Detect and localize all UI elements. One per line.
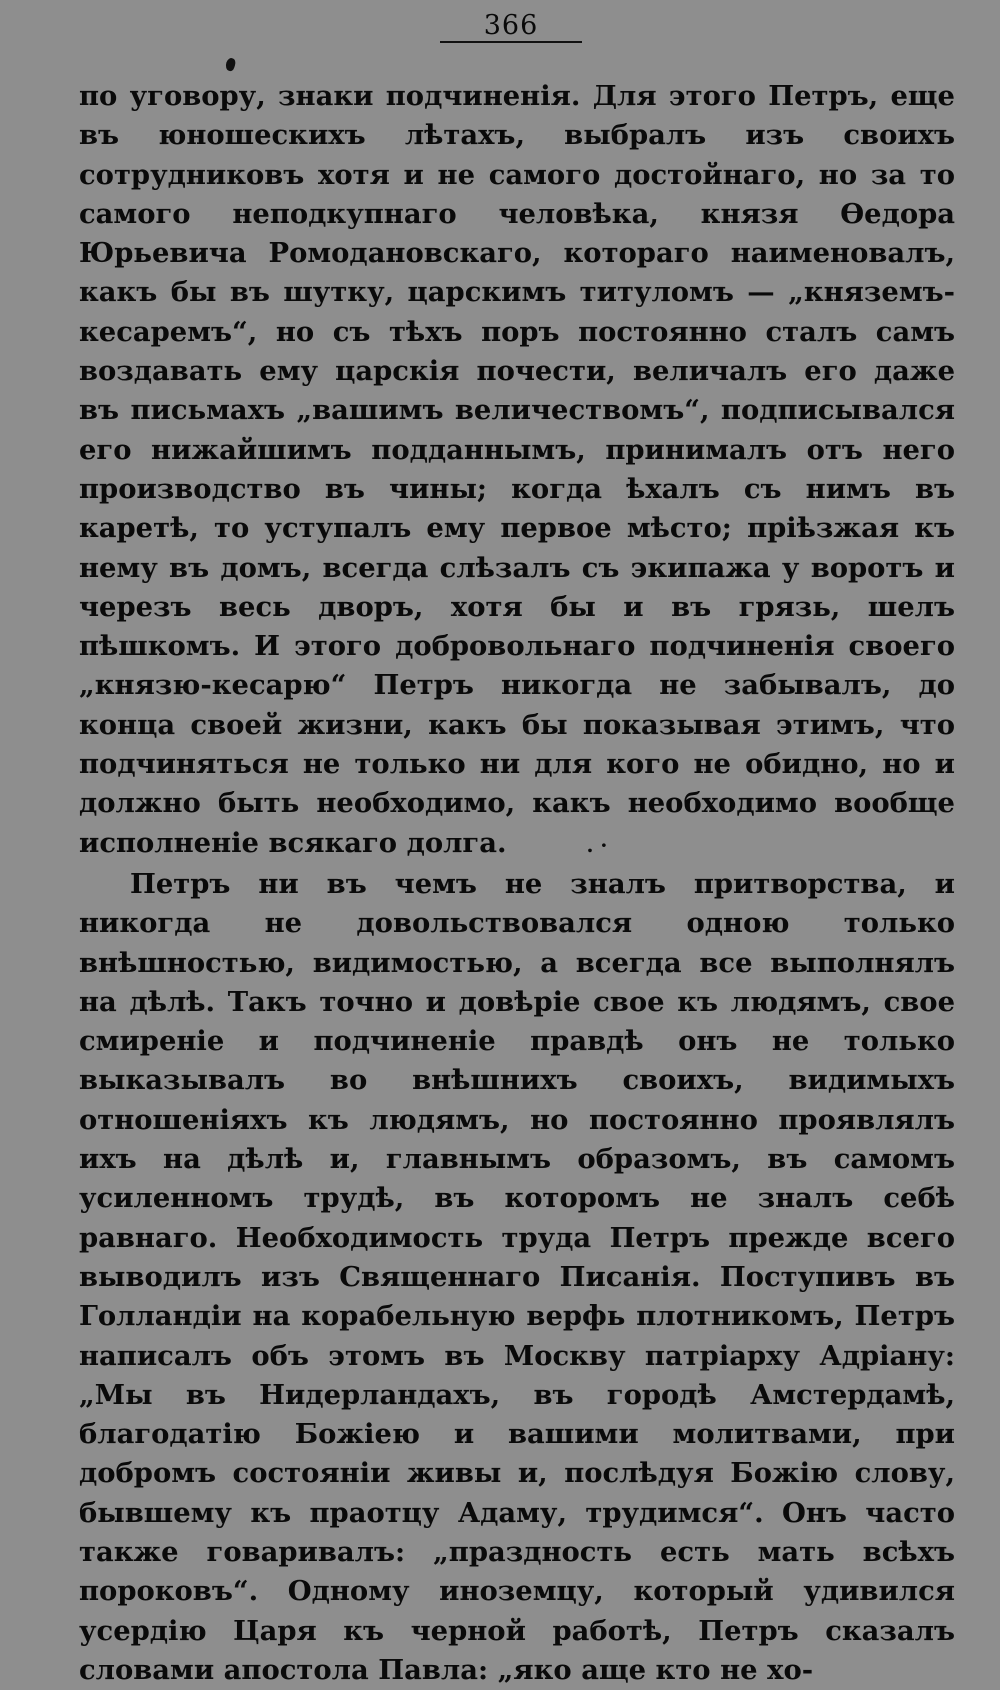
ink-speck-mark: . · xyxy=(586,832,608,857)
page-number-rule xyxy=(440,41,582,43)
page-number: 366 xyxy=(483,10,539,41)
paragraph-continuation xyxy=(79,77,955,865)
ink-blot-mark xyxy=(224,57,237,72)
paragraph-text: по уговору, знаки подчиненія. Для этого Петръ, еще въ юношескихъ лѣтахъ, выбралъ изъ своихъ сотрудниковъ хотя и не самого достойнаго, но за то самого неподкупнаго человѣка, князя Ѳедора Юрьевича Ромодановскаго, котораго наименовалъ, какъ бы въ шутку, царскимъ титуломъ — „княземъ-кесаремъ“, но съ тѣхъ поръ постоянно сталъ самъ воздавать ему царскія почести, величалъ его даже въ письмахъ „вашимъ величествомъ“, подписывался его нижайшимъ подданнымъ, принималъ отъ него производство въ чины; когда ѣхалъ съ нимъ въ каретѣ, то уступалъ ему первое мѣсто; пріѣзжая къ нему въ домъ, всегда слѣзалъ съ экипажа у воротъ и черезъ весь дворъ, хотя бы и въ грязь, шелъ пѣшкомъ. И этого добровольнаго подчиненія своего „князю-кесарю“ Петръ никогда не забывалъ, до конца своей жизни, какъ бы показывая этимъ, что подчиняться не только ни для кого не обидно, но и должно быть необходимо, какъ необходимо вообще исполненіе всякаго долга. xyxy=(79,80,955,859)
page-body xyxy=(79,77,955,1690)
paragraph-peter-labor: Петръ ни въ чемъ не зналъ притворства, и никогда не довольствовался одною только внѣшностью, видимостью, а всегда все выполнялъ на дѣлѣ. Такъ точно и довѣріе свое къ людямъ, свое смиреніе и подчиненіе правдѣ онъ не только выказывалъ во внѣшнихъ своихъ, видимыхъ отношеніяхъ къ людямъ, но постоянно проявлялъ ихъ на дѣлѣ и, главнымъ образомъ, въ самомъ усиленномъ трудѣ, въ которомъ не зналъ себѣ равнаго. Необходимость труда Петръ прежде всего выводилъ изъ Священнаго Писанія. Поступивъ въ Голландіи на корабельную верфь плотникомъ, Петръ написалъ объ этомъ въ Москву патріарху Адріану: „Мы въ Нидерландахъ, въ городѣ Амстердамѣ, благодатію Божіею и вашими молитвами, при добромъ состояніи живы и, послѣдуя Божію слову, бывшему къ праотцу Адаму, трудимся“. Онъ часто также говаривалъ: „праздность есть мать всѣхъ пороковъ“. Одному иноземцу, который удивился усердію Царя къ черной работѣ, Петръ сказалъ словами апостола Павла: „яко аще кто не хо- xyxy=(79,867,955,1686)
